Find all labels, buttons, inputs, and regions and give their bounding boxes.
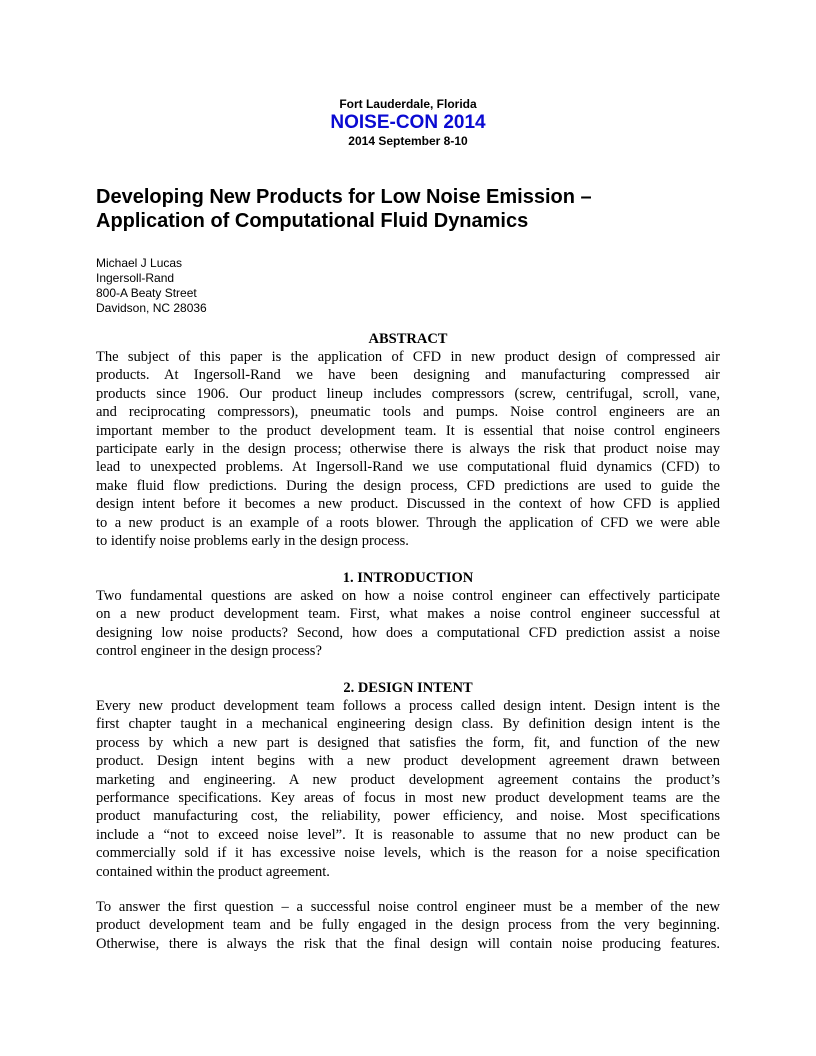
conference-location: Fort Lauderdale, Florida bbox=[339, 97, 477, 111]
design-intent-line: product manufacturing cost, the reliability, power efficiency, and noise. Most specifications bbox=[96, 808, 720, 825]
title-line-2: Application of Computational Fluid Dynamics bbox=[96, 210, 529, 232]
abstract-line: The subject of this paper is the application of CFD in new product design of compressed air bbox=[96, 349, 720, 365]
design-intent-line: product development team and be fully engaged in the design process from the very beginning. bbox=[96, 917, 720, 934]
design-intent-line: process by which a new part is designed that satisfies the form, fit, and function of the new bbox=[96, 734, 720, 751]
abstract-line: to a new product is an example of a roots blower. Through the application of CFD we were able bbox=[96, 514, 720, 531]
introduction-heading: 1. INTRODUCTION bbox=[342, 570, 474, 586]
design-intent-line: first chapter taught in a mechanical engineering design class. By definition design intent is the bbox=[96, 716, 720, 733]
abstract-line: participate early in the design process; otherwise there is always the risk that product noise may bbox=[96, 441, 720, 458]
design-intent-line: marketing and engineering. A new product development agreement contains the product’s bbox=[96, 771, 720, 788]
design-intent-heading: 2. DESIGN INTENT bbox=[343, 680, 473, 696]
design-intent-line: product. Design intent begins with a new product development agreement drawn between bbox=[96, 753, 720, 770]
conference-dates: 2014 September 8-10 bbox=[348, 134, 468, 148]
introduction-line: control engineer in the design process? bbox=[96, 643, 322, 660]
abstract-line: and reciprocating compressors), pneumatic tools and pumps. Noise control engineers are an bbox=[96, 404, 720, 421]
introduction-line: Two fundamental questions are asked on how a noise control engineer can effectively participate bbox=[96, 588, 720, 604]
design-intent-line: contained within the product agreement. bbox=[96, 863, 330, 880]
design-intent-line: To answer the first question – a successful noise control engineer must be a member of the new bbox=[96, 899, 720, 915]
introduction-section bbox=[96, 569, 720, 661]
author-organization: Ingersoll-Rand bbox=[96, 271, 175, 285]
abstract-body bbox=[96, 348, 720, 550]
abstract-line: to identify noise problems early in the design process. bbox=[96, 533, 409, 550]
abstract-line: products. At Ingersoll-Rand we have been designing and manufacturing compressed air bbox=[96, 367, 720, 384]
paper-title bbox=[96, 185, 720, 233]
introduction-body bbox=[96, 587, 720, 661]
abstract-line: products since 1906. Our product lineup includes compressors (screw, centrifugal, scroll, vane, bbox=[96, 385, 720, 402]
abstract-line: important member to the product development team. It is essential that noise control engineers bbox=[96, 422, 720, 439]
design-intent-line: Every new product development team follows a process called design intent. Design intent is the bbox=[96, 698, 720, 714]
design-intent-paragraph-2-block bbox=[96, 898, 720, 953]
author-name: Michael J Lucas bbox=[96, 256, 183, 270]
abstract-line: design intent before it becomes a new product. Discussed in the context of how CFD is applied bbox=[96, 496, 720, 513]
design-intent-paragraph-1 bbox=[96, 697, 720, 881]
conference-name: NOISE-CON 2014 bbox=[330, 112, 486, 133]
abstract-section bbox=[96, 330, 720, 550]
conference-header bbox=[96, 97, 720, 148]
abstract-line: lead to unexpected problems. At Ingersoll-Rand we use computational fluid dynamics (CFD) to bbox=[96, 459, 720, 476]
design-intent-line: include a “not to exceed noise level”. It is reasonable to assume that no new product can be bbox=[96, 826, 720, 843]
introduction-line: on a new product development team. First, what makes a noise control engineer successful at bbox=[96, 606, 720, 623]
design-intent-line: Otherwise, there is always the risk that the final design will contain noise producing features. bbox=[96, 935, 720, 952]
design-intent-paragraph-2 bbox=[96, 898, 720, 953]
title-line-1: Developing New Products for Low Noise Emission – bbox=[96, 186, 592, 208]
design-intent-section bbox=[96, 679, 720, 881]
design-intent-line: commercially sold if it has excessive noise levels, which is the reason for a noise specification bbox=[96, 845, 720, 862]
author-city: Davidson, NC 28036 bbox=[96, 301, 207, 315]
design-intent-line: performance specifications. Key areas of focus in most new product development teams are the bbox=[96, 790, 720, 807]
author-street: 800-A Beaty Street bbox=[96, 286, 197, 300]
abstract-heading: ABSTRACT bbox=[368, 331, 448, 347]
introduction-line: designing low noise products? Second, how does a computational CFD prediction assist a noise bbox=[96, 624, 720, 641]
author-block bbox=[96, 256, 207, 316]
abstract-line: make fluid flow predictions. During the design process, CFD predictions are used to guide the bbox=[96, 477, 720, 494]
